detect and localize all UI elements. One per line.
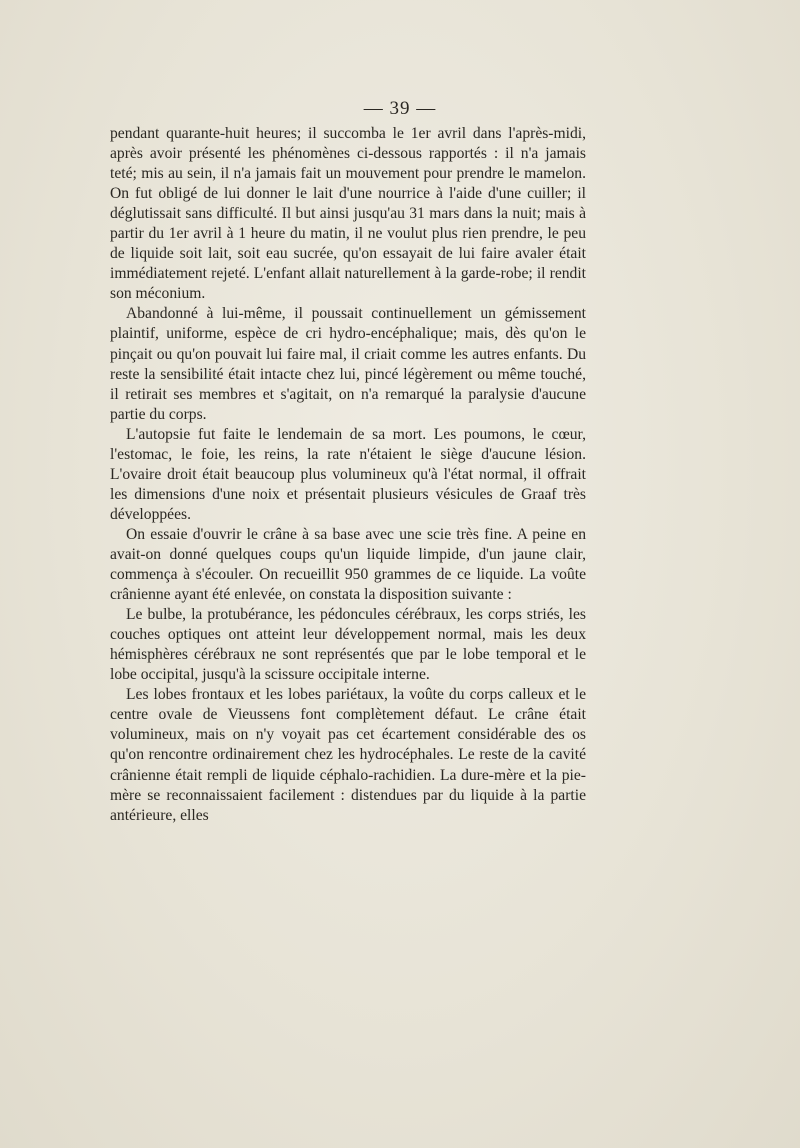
paragraph-1: pendant quarante-huit heures; il succomba le 1er avril dans l'après-midi, après avoir présenté les phénomènes ci-dessous rapportés : il n'a jamais teté; mis au sein, il n'a jamais fait un mouvement pour prendre le mamelon. On fut obligé de lui donner le lait d'une nourrice à l'aide d'une cuiller; il déglutissait sans difficulté. Il but ainsi jusqu'au 31 mars dans la nuit; mais à partir du 1er avril à 1 heure du matin, il ne voulut plus rien prendre, le peu de liquide soit lait, soit eau sucrée, qu'on essayait de lui faire avaler était immédiatement rejeté. L'enfant allait naturellement à la garde-robe; il rendit son méconium. xyxy=(110,125,586,303)
paragraph-5: Le bulbe, la protubérance, les pédoncules cérébraux, les corps striés, les couches optiques ont atteint leur développement normal, mais les deux hémisphères cérébraux ne sont représentés que par le lobe temporal et le lobe occipital, jusqu'à la scissure occipitale interne. xyxy=(110,606,586,684)
paragraph-6: Les lobes frontaux et les lobes pariétaux, la voûte du corps calleux et le centre ovale de Vieussens font complètement défaut. Le crâne était volumineux, mais on n'y voyait pas cet écartement considérable des os qu'on rencontre ordinairement chez les hydrocéphales. Le reste de la cavité crânienne était rempli de liquide céphalo-rachidien. La dure-mère et la pie-mère se reconnaissaient facilement : distendues par du liquide à la partie antérieure, elles xyxy=(110,686,586,824)
page-number: — 39 — xyxy=(363,98,437,119)
paragraph-2: Abandonné à lui-même, il poussait continuellement un gémissement plaintif, uniforme, espèce de cri hydro-encéphalique; mais, dès qu'on le pinçait ou qu'on pouvait lui faire mal, il criait comme les autres enfants. Du reste la sensibilité était intacte chez lui, pincé légèrement ou même touché, il retirait ses membres et s'agitait, on n'a remarqué la paralysie d'aucune partie du corps. xyxy=(110,305,586,423)
paragraph-3: L'autopsie fut faite le lendemain de sa mort. Les poumons, le cœur, l'estomac, le foie, les reins, la rate n'étaient le siège d'aucune lésion. L'ovaire droit était beaucoup plus volumineux qu'à l'état normal, il offrait les dimensions d'une noix et présentait plusieurs vésicules de Graaf très développées. xyxy=(110,425,586,523)
paragraph-4: On essaie d'ouvrir le crâne à sa base avec une scie très fine. A peine en avait-on donné quelques coups qu'un liquide limpide, d'un jaune clair, commença à s'écouler. On recueillit 950 grammes de ce liquide. La voûte crânienne ayant été enlevée, on constata la disposition suivante : xyxy=(110,525,586,604)
body-text xyxy=(110,124,586,826)
